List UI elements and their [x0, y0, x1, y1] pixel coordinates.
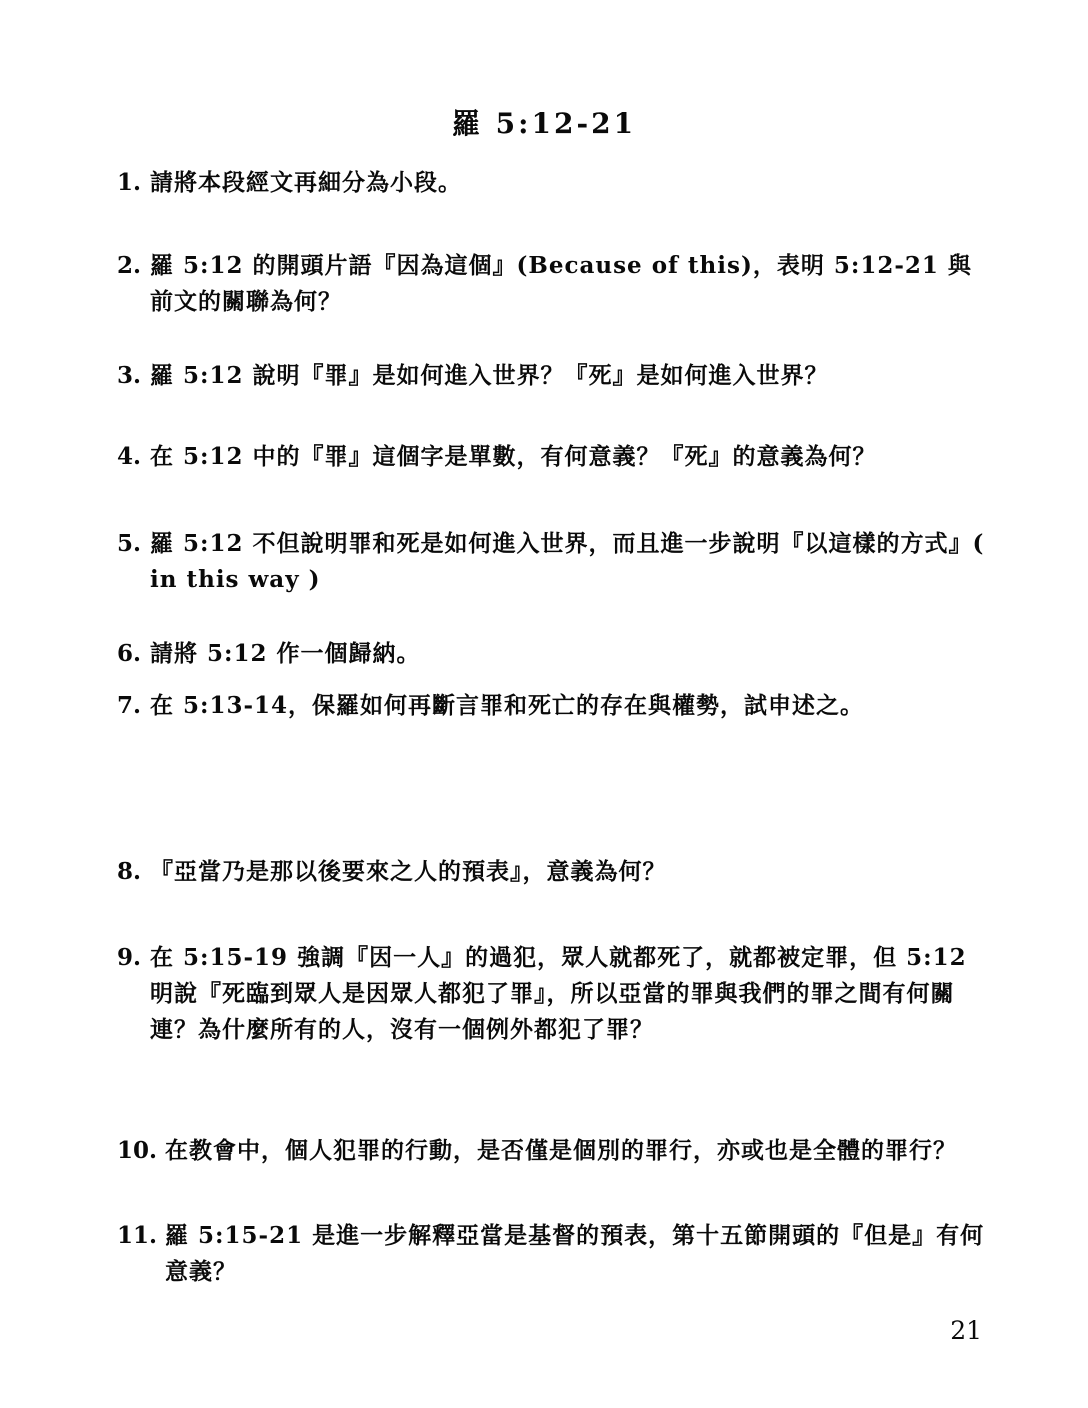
- question-text: 請將 5:12 作一個歸納。: [150, 640, 421, 667]
- question-item: [117, 1218, 988, 1290]
- question-item: [117, 1133, 988, 1169]
- question-item: [117, 636, 988, 672]
- question-number: 2.: [117, 252, 142, 279]
- question-item: [117, 165, 988, 201]
- question-text: 在 5:15-19 強調『因一人』的過犯，眾人就都死了，就都被定罪，但 5:12 明說『死臨到眾人是因眾人都犯了罪』，所以亞當的罪與我們的罪之間有何關連？為什麼所有的人，沒有一個例外都犯了罪？: [150, 944, 967, 1043]
- question-number: 6.: [117, 640, 142, 667]
- question-number: 8.: [117, 858, 142, 885]
- question-text: 羅 5:15-21 是進一步解釋亞當是基督的預表，第十五節開頭的『但是』有何意義？: [165, 1222, 985, 1285]
- question-number: 5.: [117, 530, 142, 557]
- question-number: 1.: [117, 169, 142, 196]
- question-text: 羅 5:12 不但說明罪和死是如何進入世界，而且進一步說明『以這樣的方式』( in this way ): [150, 530, 985, 593]
- question-text: 在 5:12 中的『罪』這個字是單數，有何意義？『死』的意義為何？: [150, 443, 877, 470]
- question-number: 9.: [117, 944, 142, 971]
- question-item: [117, 526, 988, 598]
- question-item: [117, 940, 988, 1048]
- question-number: 11.: [117, 1222, 158, 1249]
- question-text: 羅 5:12 的開頭片語『因為這個』(Because of this)，表明 5:12-21 與前文的關聯為何？: [150, 252, 972, 315]
- question-text: 在教會中，個人犯罪的行動，是否僅是個別的罪行，亦或也是全體的罪行？: [165, 1137, 958, 1164]
- question-item: [117, 358, 988, 394]
- page-number: 21: [950, 1316, 982, 1345]
- question-number: 10.: [117, 1137, 158, 1164]
- question-item: [117, 439, 988, 475]
- question-text: 在 5:13-14，保羅如何再斷言罪和死亡的存在與權勢，試申述之。: [150, 692, 865, 719]
- question-text: 羅 5:12 說明『罪』是如何進入世界？『死』是如何進入世界？: [150, 362, 829, 389]
- question-number: 3.: [117, 362, 142, 389]
- question-item: [117, 688, 988, 724]
- question-number: 7.: [117, 692, 142, 719]
- question-number: 4.: [117, 443, 142, 470]
- question-text: 『亞當乃是那以後要來之人的預表』，意義為何？: [150, 858, 667, 885]
- page-title: 羅 5:12-21: [451, 107, 637, 140]
- question-item: [117, 248, 988, 320]
- question-text: 請將本段經文再細分為小段。: [150, 169, 462, 196]
- question-item: [117, 854, 988, 890]
